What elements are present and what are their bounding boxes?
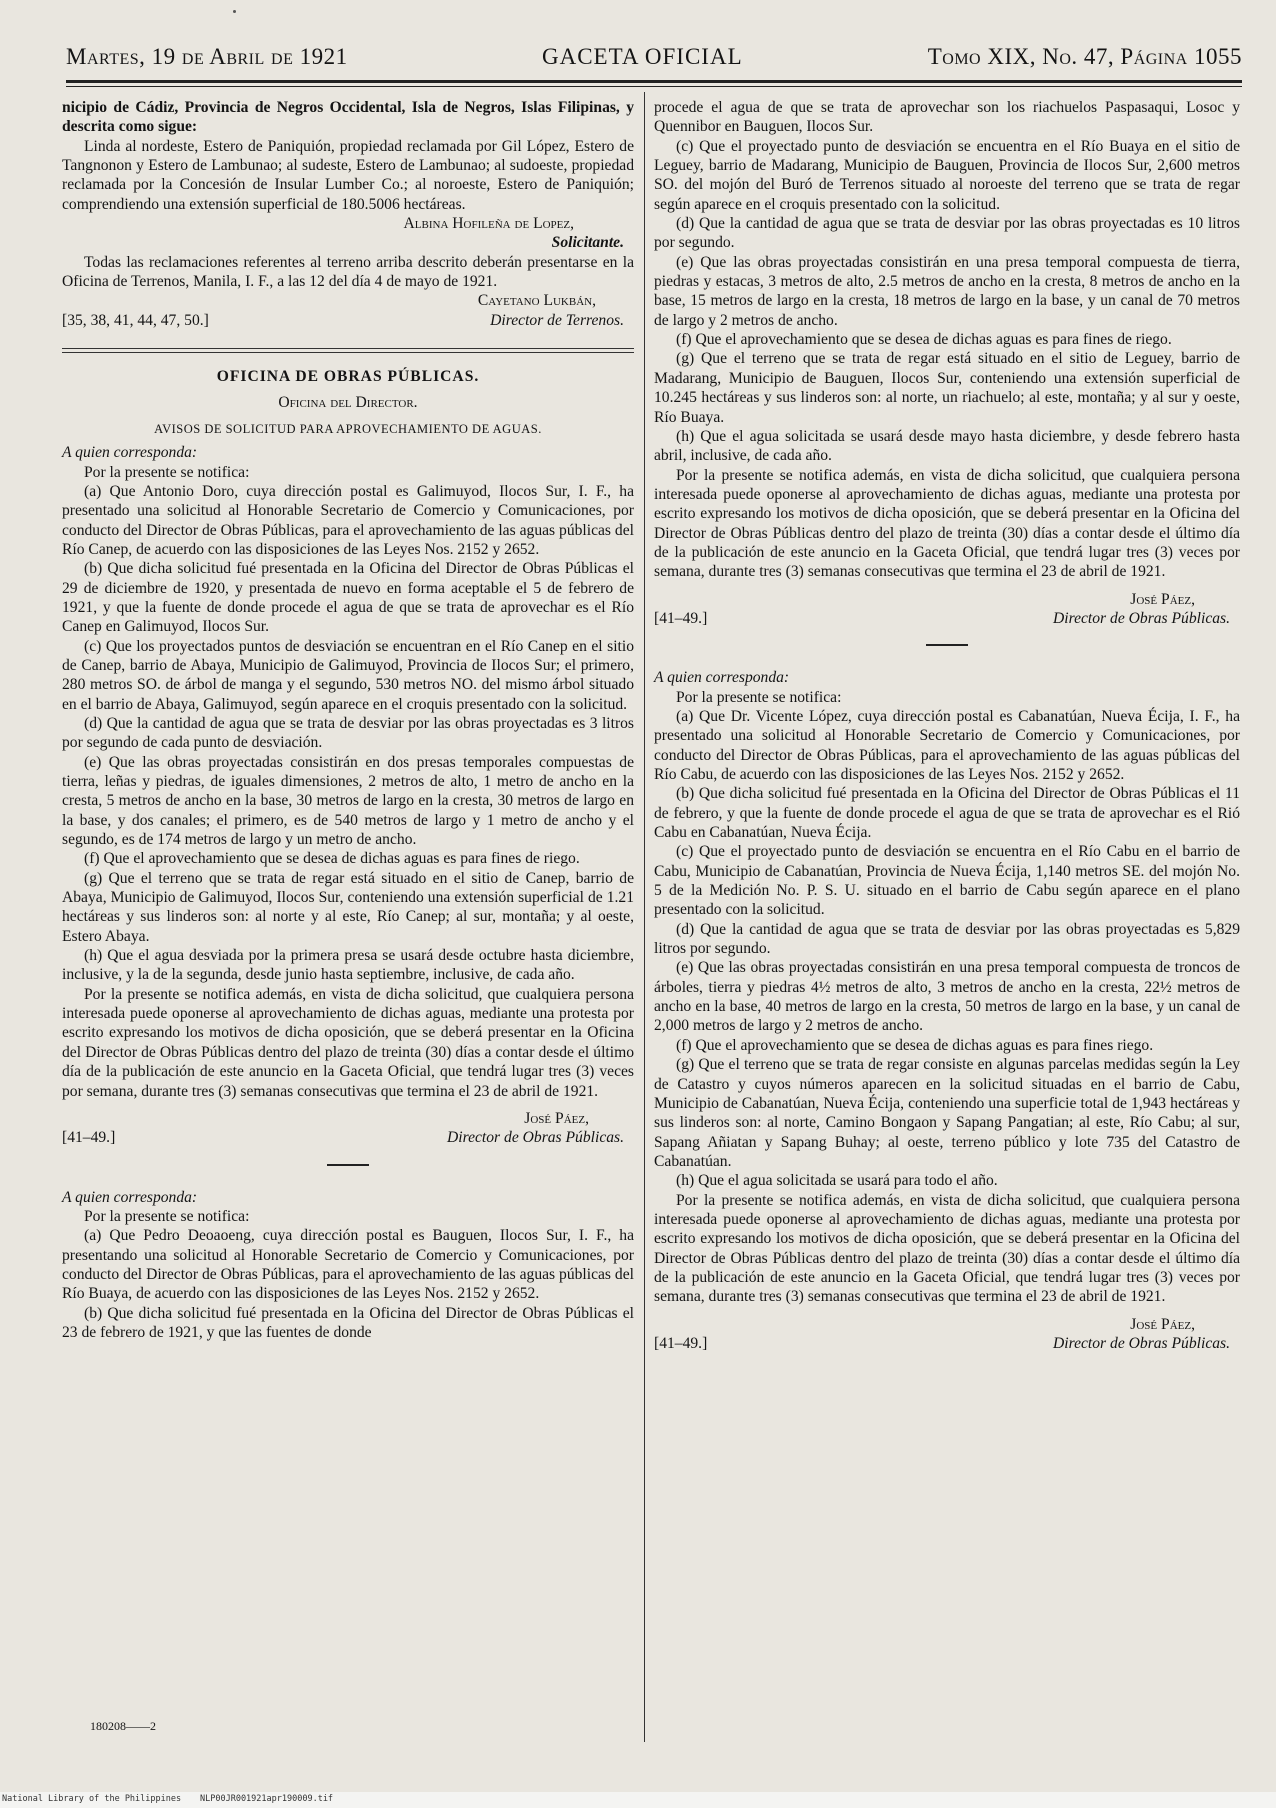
land-claim-continuation: nicipio de Cádiz, Provincia de Negros Occidental, Isla de Negros, Islas Filipinas, y descrita como sigue: xyxy=(62,99,634,136)
notice-3-intro: Por la presente se notifica: xyxy=(676,688,842,706)
notice-2-item-b: (b) Que dicha solicitud fué presentada en la Oficina del Director de Obras Públicas el 23 de febrero de 1921, y que las fuentes de donde xyxy=(62,1304,634,1341)
notice-1-signature-title-line xyxy=(62,1128,634,1147)
notice-1-item-c: (c) Que los proyectados puntos de desviación se encuentran en el Río Canep en el sitio de Canep, barrio de Abaya, Municipio de Galimuyod, Provincia de Ilocos Sur; el primero, 280 metros SO. de árbol de manga y el segundo, 530 metros NO. del mismo árbol situado en el barrio de Abaya, Galimuyod, según aparece en el croquis presentado con la solicitud. xyxy=(62,637,634,713)
notice-1-item-a: (a) Que Antonio Doro, cuya dirección postal es Galimuyod, Ilocos Sur, I. F., ha presentado una solicitud al Honorable Secretario de Comercio y Comunicaciones, por conducto del Director de Obras Públicas, para el aprovechamiento de las aguas públicas del Río Canep, de acuerdo con las disposiciones de las Leyes Nos. 2152 y 2652. xyxy=(62,482,634,558)
header-volume-page: Tomo XIX, No. 47, Página 1055 xyxy=(927,44,1242,69)
notice-2-item-e: (e) Que las obras proyectadas consistirán en una presa temporal compuesta de tierra, piedras y estacas, 3 metros de alto, 2.5 metros de ancho en la cresta, 8 metros de ancho en la base, 15 metros de largo en la cresta, 18 metros de largo en la base, y un canal de 70 metros de largo y 2 metros de ancho. xyxy=(654,253,1240,329)
notice-3-item-f: (f) Que el aprovechamiento que se desea de dichas aguas es para fines riego. xyxy=(676,1036,1154,1054)
notice-2-signatory-title: Director de Obras Públicas. xyxy=(1053,609,1230,627)
notice-1-issue-refs: [41–49.] xyxy=(62,1129,116,1147)
notices-heading: AVISOS DE SOLICITUD PARA APROVECHAMIENTO DE AGUAS. xyxy=(154,421,542,436)
notice-3-signature-title-line xyxy=(654,1334,1240,1353)
notice-3-signatory: José Páez, xyxy=(1130,1315,1195,1333)
header-publication-title: GACETA OFICIAL xyxy=(542,44,743,69)
right-column xyxy=(654,98,1240,1353)
notice-2-issue-refs: [41–49.] xyxy=(654,609,708,627)
notice-2-signature-name-line xyxy=(654,590,1240,609)
notice-3-item-b: (b) Que dicha solicitud fué presentada en la Oficina del Director de Obras Públicas el 11 de febrero, y que la fuente de donde procede el agua de que se trata de aprovechar es el Rió Cabu en Cabanatúan, Nueva Écija. xyxy=(654,785,1240,842)
header-rule-thin xyxy=(66,86,1242,87)
notice-3-item-c: (c) Que el proyectado punto de desviación se encuentra en el Río Cabu en el barrio de Cabu, Municipio de Cabanatúan, Provincia de Nueva Écija, 1,140 metros SE. del mojón No. 5 de la Medición No. P. S. U. situado en el barrio de Cabu según aparece en el plano presentado con la solicitud. xyxy=(654,843,1240,919)
notice-3-salutation: A quien corresponda: xyxy=(654,669,790,687)
notice-3-item-h: (h) Que el agua solicitada se usará para todo el año. xyxy=(676,1172,998,1190)
notice-3-item-a: (a) Que Dr. Vicente López, cuya dirección postal es Cabanatúan, Nueva Écija, I. F., ha presentado una solicitud al Honorable Secretario de Comercio y Comunicaciones, por conducto del Director de Obras Públicas, para el aprovechamiento de las aguas públicas del Río Cabu, de acuerdo con las disposiciones de las Leyes Nos. 2152 y 2652. xyxy=(654,707,1240,783)
notice-1-signature-name-line xyxy=(62,1109,634,1128)
notice-2-item-c: (c) Que el proyectado punto de desviación se encuentra en el Río Buaya en el sitio de Leguey, barrio de Madarang, Municipio de Bauguen, Provincia de Ilocos Sur, 2,600 metros SO. del mojón del Buró de Terrenos situado al noroeste del terreno que se trata de regar según aparece en el croquis presentado con la solicitud. xyxy=(654,137,1240,213)
notice-3-item-d: (d) Que la cantidad de agua que se trata de desviar por las obras proyectadas es 5,829 litros por segundo. xyxy=(654,920,1240,958)
land-director-name-line xyxy=(62,291,634,310)
notice-1-signatory-title: Director de Obras Públicas. xyxy=(447,1129,624,1147)
notice-1-intro: Por la presente se notifica: xyxy=(84,463,250,481)
notice-3-issue-refs: [41–49.] xyxy=(654,1334,708,1352)
notice-1-salutation: A quien corresponda: xyxy=(62,444,198,462)
notice-2-item-b-continued: procede el agua de que se trata de aprovechar son los riachuelos Paspasaqui, Losoc y Quennibor en Bauguen, Ilocos Sur. xyxy=(654,99,1240,136)
applicant-name: Albina Hofileña de Lopez, xyxy=(403,215,574,233)
printer-mark: 180208——2 xyxy=(90,1719,156,1733)
applicant-role-line xyxy=(62,233,634,252)
notice-2-item-f: (f) Que el aprovechamiento que se desea de dichas aguas es para fines de riego. xyxy=(676,331,1172,349)
notice-2-protest: Por la presente se notifica además, en vista de dicha solicitud, que cualquiera persona interesada puede oponerse al aprovechamiento de dichas aguas, mediante una protesta por escrito expresando los motivos de dicha oposición, que se deberá presentar en la Oficina del Director de Obras Públicas dentro del plazo de treinta (30) días a contar desde el último día de la publicación de este anuncio en la Gaceta Oficial, que tendrá lugar tres (3) veces por semana, durante tres (3) semanas consecutivas que termina el 23 de abril de 1921. xyxy=(654,466,1240,581)
applicant-role: Solicitante. xyxy=(551,234,624,252)
footer-library: National Library of the Philippines xyxy=(2,1794,182,1804)
notice-3-item-e: (e) Que las obras proyectadas consistirán en una presa temporal compuesta de troncos de árboles, tierra y piedras 4½ metros de alto, 3 metros de ancho en la cresta, 22½ metros de ancho en la base, 40 metros de largo en la cresta, 50 metros de largo en la base, y un canal de 2,000 metros de largo y 2 metros de ancho. xyxy=(654,959,1240,1035)
land-director-title: Director de Terrenos. xyxy=(490,311,624,329)
scan-speck xyxy=(233,10,236,13)
notice-2-item-g: (g) Que el terreno que se trata de regar está situado en el sitio de Leguey, barrio de Madarang, Municipio de Bauguen, Ilocos Sur, conteniendo una extensión superficial de 10.245 hectáreas y sus linderos son: al norte, un riachuelo; al este, montaña; y al sur y oeste, Río Buaya. xyxy=(654,350,1240,426)
office-subtitle: Oficina del Director. xyxy=(278,394,418,412)
land-director-name: Cayetano Lukbán, xyxy=(477,292,596,310)
applicant-signature xyxy=(62,214,634,233)
notice-2-signatory: José Páez, xyxy=(1130,590,1195,608)
header-rule xyxy=(66,80,1242,83)
notice-2-salutation: A quien corresponda: xyxy=(62,1188,198,1206)
land-director-title-line xyxy=(62,311,634,330)
notice-3-item-g: (g) Que el terreno que se trata de regar consiste en algunas parcelas medidas según la Ley de Catastro y cuyos números aparecen en la solicitud situadas en el barrio de Cabu, Municipio de Cabanatúan, Nueva Écija, conteniendo una superficie total de 1,943 hectáreas y sus linderos son: al norte, Camino Bongaon y Sapang Pangatian; al este, Río Cabu; al sur, Sapang Añiatan y Sapang Buhay; al oeste, terreno público y lote 735 del Catastro de Cabanatúan. xyxy=(654,1056,1240,1170)
column-divider xyxy=(644,92,645,1742)
notice-2-intro: Por la presente se notifica: xyxy=(84,1207,250,1225)
notice-1-item-g: (g) Que el terreno que se trata de regar está situado en el sitio de Canep, barrio de Abaya, Municipio de Galimuyod, Ilocos Sur, conteniendo una extensión superficial de 1.21 hectáreas y sus linderos son: al norte y al este, Río Canep; al sur, montaña; y al oeste, Estero Abaya. xyxy=(62,869,634,945)
notice-2-item-h: (h) Que el agua solicitada se usará desde mayo hasta diciembre, y desde febrero hasta abril, inclusive, de cada año. xyxy=(654,427,1240,465)
scan-footer xyxy=(0,1792,1276,1808)
land-claim-instructions: Todas las reclamaciones referentes al terreno arriba descrito deberán presentarse en la Oficina de Terrenos, Manila, I. F., a las 12 del día 4 de mayo de 1921. xyxy=(62,253,634,291)
footer-filename: NLP00JR001921apr190009.tif xyxy=(200,1794,334,1804)
notice-2-item-d: (d) Que la cantidad de agua que se trata de desviar por las obras proyectadas es 10 litros por segundo. xyxy=(654,215,1240,252)
header-date: Martes, 19 de Abril de 1921 xyxy=(66,44,348,69)
land-claim-issue-refs: [35, 38, 41, 44, 47, 50.] xyxy=(62,311,209,329)
notice-1-item-b: (b) Que dicha solicitud fué presentada en la Oficina del Director de Obras Públicas el 29 de diciembre de 1920, y presentada de nuevo en forma aceptable el 5 de febrero de 1921, y que la fuente de donde procede el agua de que se trata de aprovechar es el Río Canep en Galimuyod, Ilocos Sur. xyxy=(62,560,634,636)
page-header xyxy=(66,44,1242,78)
notice-1-item-e: (e) Que las obras proyectadas consistirán en dos presas temporales compuestas de tierra, leñas y piedras, de iguales dimensiones, 2 metros de alto, 1 metro de ancho en la cresta, 5 metros de ancho en la base, 30 metros de largo en la cresta, 30 metros de largo en la base, y dos canales; el primero, es de 540 metros de largo y 1 metro de ancho y el segundo, es de 174 metros de largo y un metro de ancho. xyxy=(62,753,634,849)
left-column xyxy=(62,98,634,1342)
section-rule xyxy=(62,348,634,353)
notice-3-protest: Por la presente se notifica además, en vista de dicha solicitud, que cualquiera persona interesada puede oponerse al aprovechamiento de dichas aguas, mediante una protesta por escrito expresando los motivos de dicha oposición, que se deberá presentar en la Oficina del Director de Obras Públicas dentro del plazo de treinta (30) días a contar desde el último día de la publicación de este anuncio en la Gaceta Oficial, que tendrá lugar tres (3) veces por semana, durante tres (3) semanas consecutivas que termina el 23 de abril de 1921. xyxy=(654,1191,1240,1306)
land-claim-boundaries: Linda al nordeste, Estero de Paniquión, propiedad reclamada por Gil López, Estero de Tangnonon y Estero de Lambunao; al sudeste, Estero de Lambunao; al sudoeste, propiedad reclamada por la Concesión de Insular Lumber Co.; al noroeste, Estero de Paniquión; comprendiendo una extensión superficial de 180.5006 hectáreas. xyxy=(62,137,634,213)
notice-1-protest: Por la presente se notifica además, en vista de dicha solicitud, que cualquiera persona interesada puede oponerse al aprovechamiento de dichas aguas, mediante una protesta por escrito expresando los motivos de dicha oposición, que se deberá presentar en la Oficina del Director de Obras Públicas dentro del plazo de treinta (30) días a contar desde el último día de la publicación de este anuncio en la Gaceta Oficial, que tendrá lugar tres (3) veces por semana, durante tres (3) semanas consecutivas que termina el 23 de abril de 1921. xyxy=(62,985,634,1100)
notice-2-signature-title-line xyxy=(654,609,1240,628)
notice-3-signature-name-line xyxy=(654,1315,1240,1334)
notice-1-item-h: (h) Que el agua desviada por la primera presa se usará desde octubre hasta diciembre, inclusive, y la de la segunda, desde junio hasta septiembre, inclusive, de cada año. xyxy=(62,947,634,984)
notice-2-item-a: (a) Que Pedro Deoaoeng, cuya dirección postal es Bauguen, Ilocos Sur, I. F., ha presentando una solicitud al Honorable Secretario de Comercio y Comunicaciones, por conducto del Director de Obras Públicas, para el aprovechamiento de las aguas públicas del Río Buaya, de acuerdo con las disposiciones de las Leyes Nos. 2152 y 2652. xyxy=(62,1227,634,1303)
office-title: OFICINA DE OBRAS PÚBLICAS. xyxy=(216,368,480,386)
notice-3-signatory-title: Director de Obras Públicas. xyxy=(1053,1334,1230,1352)
notice-1-item-d: (d) Que la cantidad de agua que se trata de desviar por las obras proyectadas es 3 litros por segundo de cada punto de desviación. xyxy=(62,714,634,752)
notice-1-item-f: (f) Que el aprovechamiento que se desea de dichas aguas es para fines de riego. xyxy=(84,850,580,868)
notice-1-signatory: José Páez, xyxy=(524,1109,589,1127)
